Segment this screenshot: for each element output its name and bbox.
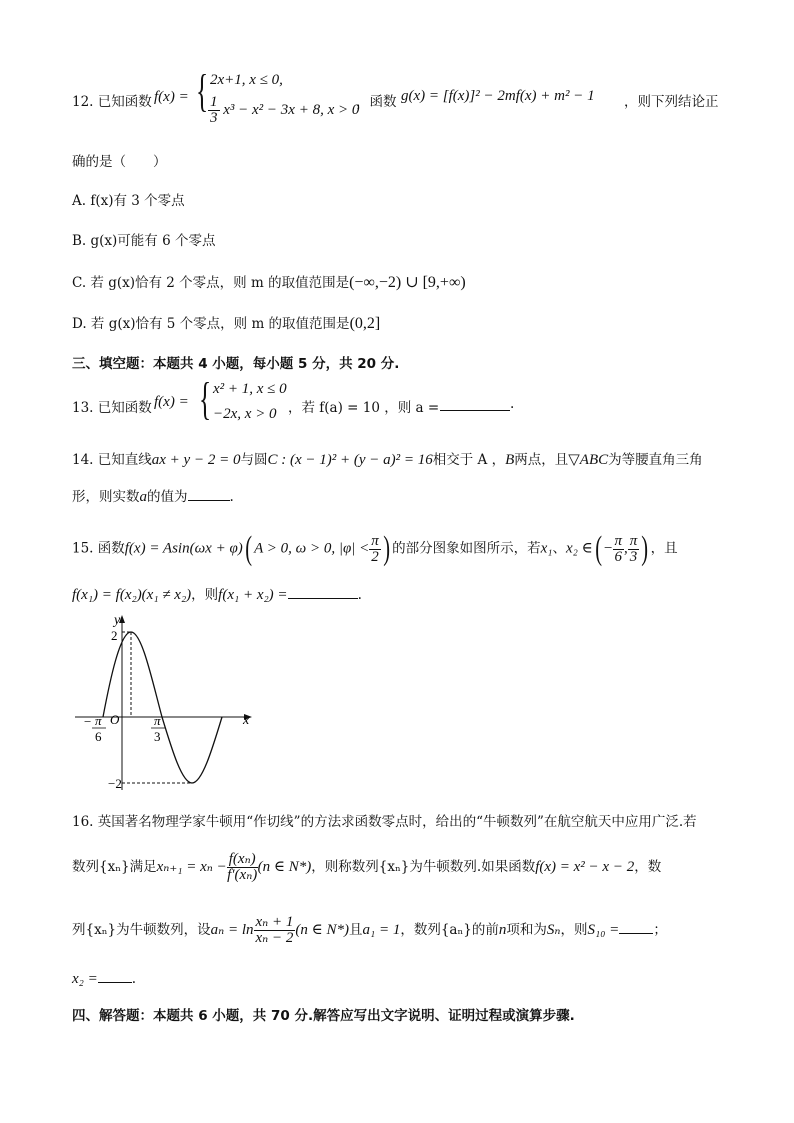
q16-line4: x₂ = .	[72, 971, 137, 987]
q16-line1: 16. 英国著名物理学家牛顿用“作切线”的方法求函数零点时，给出的“牛顿数列”在航空航天中应用广泛.若	[72, 814, 697, 830]
q12-gx: g(x) = [f(x)]² − 2mf(x) + m² − 1	[401, 88, 595, 104]
y-max-label: 2	[111, 628, 118, 643]
x-left-num: π	[95, 713, 102, 728]
sine-graph	[70, 610, 260, 795]
x-left-den: 6	[95, 729, 102, 744]
q15-answer-blank	[288, 586, 358, 599]
q13-brace: {	[198, 373, 212, 424]
q15-cond-frac: $\frac{\pi}{2}$	[371, 532, 379, 565]
section-3-title: 三、填空题：本题共 4 小题，每小题 5 分，共 20 分.	[72, 356, 400, 372]
q12-option-a: A. f(x)有 3 个零点	[72, 193, 185, 209]
q12-mid: ，函数	[356, 94, 397, 110]
q16-line2: 数列{xₙ}满足xₙ₊₁ = xₙ − $\frac{\text{f(xₙ)}}{\text{f′(xₙ)}}$ (n ∈ N*)，则称数列{xₙ}为牛顿数列.如果函数f(x) = x² − x − 2，数	[72, 851, 662, 883]
x-right-num: π	[154, 713, 161, 728]
x-left-sign: −	[84, 714, 92, 729]
q15-line2: f(x₁) = f(x₂)(x₁ ≠ x₂)，则f(x₁ + x₂) = .	[72, 587, 362, 603]
q13-answer-blank	[440, 396, 510, 411]
q12-fx: f(x) =	[154, 89, 189, 105]
q13-end: .	[510, 396, 515, 412]
y-min-label: −2	[108, 776, 122, 791]
q12-suffix: ，则下列结论正	[624, 94, 719, 110]
q14-answer-blank	[188, 488, 230, 501]
q16-frac: $\frac{\text{f(xₙ)}}{\text{f′(xₙ)}}$	[227, 851, 258, 883]
origin-label: O	[110, 712, 120, 727]
q12-case2-frac: $\frac{1}{3}$	[210, 94, 218, 126]
x-label: x	[243, 713, 250, 728]
q14-line2: 形，则实数a的值为 .	[72, 489, 234, 505]
q13-fx: f(x) =	[154, 394, 189, 410]
q15-line1: 15. 函数f(x) = Asin(ωx + φ)( A > 0, ω > 0, |φ| < $\frac{\pi}{2}$ ) 的部分图象如图所示，若x₁、x₂ ∈( − $\frac{\pi}{6}$ , $\frac{\pi}{3}$ ) ，且	[72, 530, 678, 567]
section-4-title: 四、解答题：本题共 6 小题，共 70 分.解答应写出文字说明、证明过程或演算步骤.	[72, 1008, 575, 1024]
q13-case1: x² + 1, x ≤ 0	[213, 381, 287, 397]
q12-option-c: C. 若 g(x)恰有 2 个零点，则 m 的取值范围是(−∞,−2) ∪ [9,+∞)	[72, 274, 466, 291]
x-right-den: 3	[154, 729, 161, 744]
y-label: y	[114, 613, 121, 628]
q16-x2-blank	[98, 970, 132, 983]
q13-prefix: 13. 已知函数	[72, 400, 152, 416]
q12-brace: {	[195, 65, 209, 116]
q12-case1: 2x+1, x ≤ 0,	[210, 72, 283, 88]
q16-s10-blank	[619, 921, 653, 934]
q12-option-b: B. g(x)可能有 6 个零点	[72, 233, 216, 249]
q13-mid: ，若 f(a) = 10 ，则 a =	[288, 400, 440, 416]
q16-line3: 列{xₙ}为牛顿数列，设aₙ = ln $\frac{\text{xₙ + 1}}{\text{xₙ − 2}}$ (n ∈ N*)且a₁ = 1，数列{aₙ}的前n项和为Sₙ，则S₁₀ = ；	[72, 914, 667, 946]
q12-case2: $\frac{1}{3}$ x³ − x² − 3x + 8, x > 0	[210, 94, 360, 126]
q12-option-d: D. 若 g(x)恰有 5 个零点，则 m 的取值范围是(0,2]	[72, 315, 381, 332]
q12-prefix: 12. 已知函数	[72, 94, 152, 110]
q16-frac2: $\frac{\text{xₙ + 1}}{\text{xₙ − 2}}$	[255, 914, 294, 946]
q12-line2: 确的是（ ）	[72, 154, 167, 170]
sine-curve	[103, 632, 222, 783]
q14-line1: 14. 已知直线ax + y − 2 = 0与圆C : (x − 1)² + (y − a)² = 16相交于 A ，B两点，且▽ABC为等腰直角三角	[72, 452, 703, 468]
q13-case2: −2x, x > 0	[213, 406, 277, 422]
